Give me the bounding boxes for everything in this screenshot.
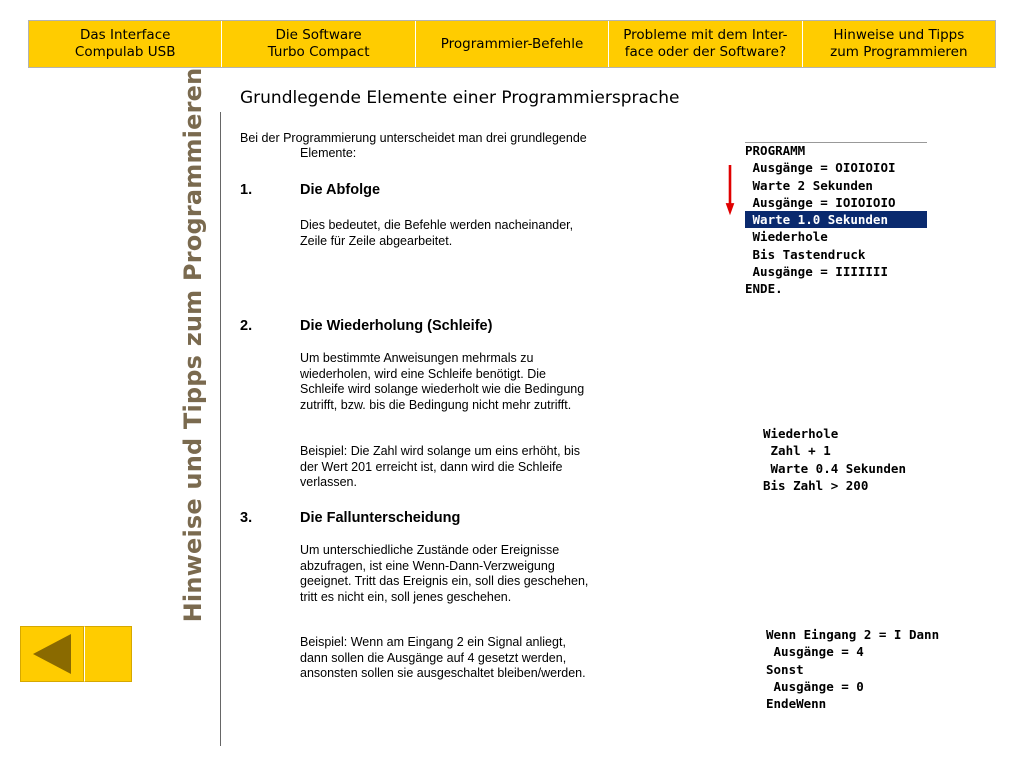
code-line: Ausgänge = 0 [766,678,864,694]
section-1-heading [240,182,380,198]
section-1-title: Die Abfolge [300,182,381,198]
page-title: Grundlegende Elemente einer Programmiersprache [240,88,680,108]
nav-item-interface[interactable]: Das Interface Compulab USB [29,21,222,67]
down-arrow-icon [724,165,736,217]
code-line: Wiederhole [745,229,828,245]
section-3-heading [240,510,460,526]
nav-item-hinweise[interactable]: Hinweise und Tipps zum Programmieren [830,27,968,60]
code-line: Bis Tastendruck [745,246,866,262]
code-line: Zahl + 1 [763,443,831,459]
code-line: Ausgänge = OIOIOIOI [745,160,896,176]
code-line: ENDE. [745,281,783,297]
section-3-paragraph-1: Um unterschiedliche Zustände oder Ereignisse abzufragen, ist eine Wenn-Dann-Verzweigung geeignet. Tritt das Ereignis ein, soll dies geschehen, tritt es nicht ein, soll jenes geschehen. [300,543,589,604]
nav-item-software[interactable]: Die Software Turbo Compact [222,21,415,67]
section-2-paragraph-2: Beispiel: Die Zahl wird solange um eins erhöht, bis der Wert 201 erreicht ist, dann wird die Schleife verlassen. [300,444,580,489]
code-line: Wiederhole [763,426,839,441]
code-line: Warte 2 Sekunden [745,177,873,193]
code-line: Ausgänge = IIIIIII [745,264,888,280]
code-sample-abfolge [745,142,927,298]
top-navigation [28,20,996,68]
code-sample-fallunterscheidung [766,626,939,712]
section-3-number: 3. [240,510,253,526]
code-line: Ausgänge = 4 [766,644,864,660]
vertical-divider [220,112,221,746]
back-arrow-icon [33,634,71,674]
code-line: Bis Zahl > 200 [763,477,869,493]
nav-item-probleme[interactable]: Probleme mit dem Inter- face oder der Software? [609,21,802,67]
intro-text: Bei der Programmierung unterscheidet man drei grundlegende Elemente: [240,131,587,160]
section-3-paragraph-2: Beispiel: Wenn am Eingang 2 ein Signal anliegt, dann sollen die Ausgänge auf 4 gesetzt werden, ansonsten sollen sie ausgeschaltet bleiben/werden. [300,635,586,680]
section-2-paragraph-1: Um bestimmte Anweisungen mehrmals zu wiederholen, wird eine Schleife benötigt. Die Schleife wird solange wiederholt wie die Bedingung zutrifft, bzw. bis die Bedingung nicht mehr zutrifft. [300,351,585,412]
code-line: Warte 0.4 Sekunden [763,460,906,476]
nav-item-programmier-befehle[interactable]: Programmier-Befehle [416,21,609,67]
back-button[interactable] [20,626,133,682]
sidebar-title: Hinweise und Tipps zum Programmieren [179,67,207,623]
section-2-heading [240,318,492,334]
section-2-title: Die Wiederholung (Schleife) [300,318,493,334]
section-1-paragraph: Dies bedeutet, die Befehle werden nacheinander, Zeile für Zeile abgearbeitet. [300,218,574,248]
code-line: PROGRAMM [745,143,806,158]
section-2-number: 2. [240,318,253,334]
code-line: Sonst [766,661,804,677]
section-1-number: 1. [240,182,253,198]
code-line: Ausgänge = IOIOIOIO [745,194,896,210]
code-sample-schleife [763,425,906,494]
code-line-highlighted: Warte 1.0 Sekunden [745,211,927,228]
section-3-title: Die Fallunterscheidung [300,510,461,526]
code-line: EndeWenn [766,696,827,712]
code-line: Wenn Eingang 2 = I Dann [766,627,940,642]
